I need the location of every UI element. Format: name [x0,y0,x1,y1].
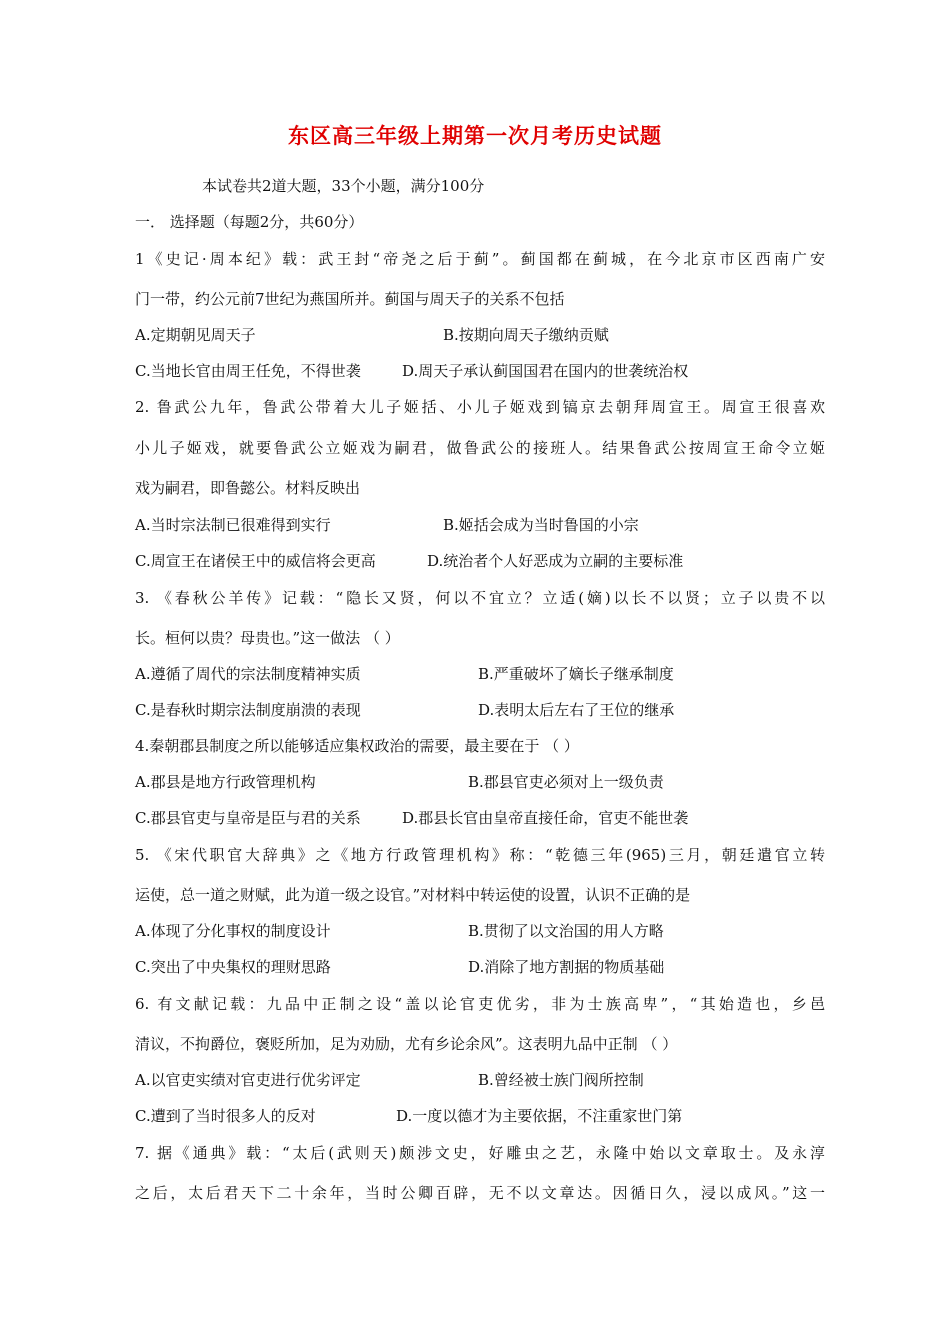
question-7-stem-line-1: 7. 据《通典》载：“太后(武则天)颇涉文史，好雕虫之艺，永隆中始以文章取士。及永淳 [135,1144,825,1162]
question-4-stem-line-1: 4.秦朝郡县制度之所以能够适应集权政治的需要，最主要在于 （ ） [135,737,579,755]
question-3-stem-line-2: 长。桓何以贵？母贵也。”这一做法 （ ） [135,629,400,647]
question-2-option-d: D.统治者个人好恶成为立嗣的主要标准 [427,552,684,570]
question-2-stem-line-2: 小儿子姬戏，就要鲁武公立姬戏为嗣君，做鲁武公的接班人。结果鲁武公按周宣王命令立姬 [135,439,825,457]
question-3-option-c: C.是春秋时期宗法制度崩溃的表现 [135,701,361,719]
question-2-option-a: A.当时宗法制已很难得到实行 [135,516,331,534]
question-1-stem-line-1: 1《史记·周本纪》载：武王封“帝尧之后于蓟”。蓟国都在蓟城，在今北京市区西南广安 [135,250,825,268]
question-1-option-a: A.定期朝见周天子 [135,326,256,344]
question-2-stem-line-1: 2. 鲁武公九年，鲁武公带着大儿子姬括、小儿子姬戏到镐京去朝拜周宣王。周宣王很喜欢 [135,398,825,416]
question-5-option-b: B.贯彻了以文治国的用人方略 [468,922,664,940]
question-6-option-d: D.一度以德才为主要依据，不注重家世门第 [396,1107,683,1125]
question-6-option-b: B.曾经被士族门阀所控制 [478,1071,644,1089]
question-4-option-d: D.郡县长官由皇帝直接任命，官吏不能世袭 [402,809,689,827]
question-7-stem-line-2: 之后，太后君天下二十余年，当时公卿百辟，无不以文章达。因循日久，浸以成风。”这一 [135,1184,825,1202]
question-4-option-b: B.郡县官吏必须对上一级负责 [468,773,664,791]
question-2-stem-line-3: 戏为嗣君，即鲁懿公。材料反映出 [135,479,361,497]
question-5-option-a: A.体现了分化事权的制度设计 [135,922,331,940]
question-5-stem-line-1: 5. 《宋代职官大辞典》之《地方行政管理机构》称：“乾德三年(965)三月，朝廷遣官立转 [135,846,825,864]
question-5-option-c: C.突出了中央集权的理财思路 [135,958,331,976]
question-3-option-d: D.表明太后左右了王位的继承 [478,701,675,719]
exam-title: 东区高三年级上期第一次月考历史试题 [288,123,662,148]
question-5-option-d: D.消除了地方割据的物质基础 [468,958,665,976]
question-2-option-c: C.周宣王在诸侯王中的威信将会更高 [135,552,376,570]
question-6-stem-line-1: 6. 有文献记载：九品中正制之设“盖以论官吏优劣，非为士族高卑”，“其始造也，乡邑 [135,995,825,1013]
section-heading: 一． 选择题（每题2分，共60分） [135,213,364,231]
question-1-stem-line-2: 门一带，约公元前7世纪为燕国所并。蓟国与周天子的关系不包括 [135,290,565,308]
question-6-stem-line-2: 清议，不拘爵位，褒贬所加，足为劝励，尤有乡论余风”。这表明九品中正制 （ ） [135,1035,678,1053]
question-2-option-b: B.姬括会成为当时鲁国的小宗 [443,516,639,534]
question-6-option-c: C.遭到了当时很多人的反对 [135,1107,316,1125]
question-6-option-a: A.以官吏实绩对官吏进行优劣评定 [135,1071,361,1089]
question-5-stem-line-2: 运使，总一道之财赋，此为道一级之设官。”对材料中转运使的设置，认识不正确的是 [135,886,691,904]
question-1-option-d: D.周天子承认蓟国国君在国内的世袭统治权 [402,362,689,380]
exam-intro: 本试卷共2道大题，33个小题，满分100分 [202,177,485,195]
question-1-option-b: B.按期向周天子缴纳贡赋 [443,326,609,344]
question-1-option-c: C.当地长官由周王任免，不得世袭 [135,362,361,380]
question-4-option-a: A.郡县是地方行政管理机构 [135,773,316,791]
question-3-option-b: B.严重破坏了嫡长子继承制度 [478,665,674,683]
question-4-option-c: C.郡县官吏与皇帝是臣与君的关系 [135,809,361,827]
question-3-stem-line-1: 3. 《春秋公羊传》记载：“隐长又贤，何以不宜立？立适(嫡)以长不以贤；立子以贵不以 [135,589,825,607]
question-3-option-a: A.遵循了周代的宗法制度精神实质 [135,665,361,683]
